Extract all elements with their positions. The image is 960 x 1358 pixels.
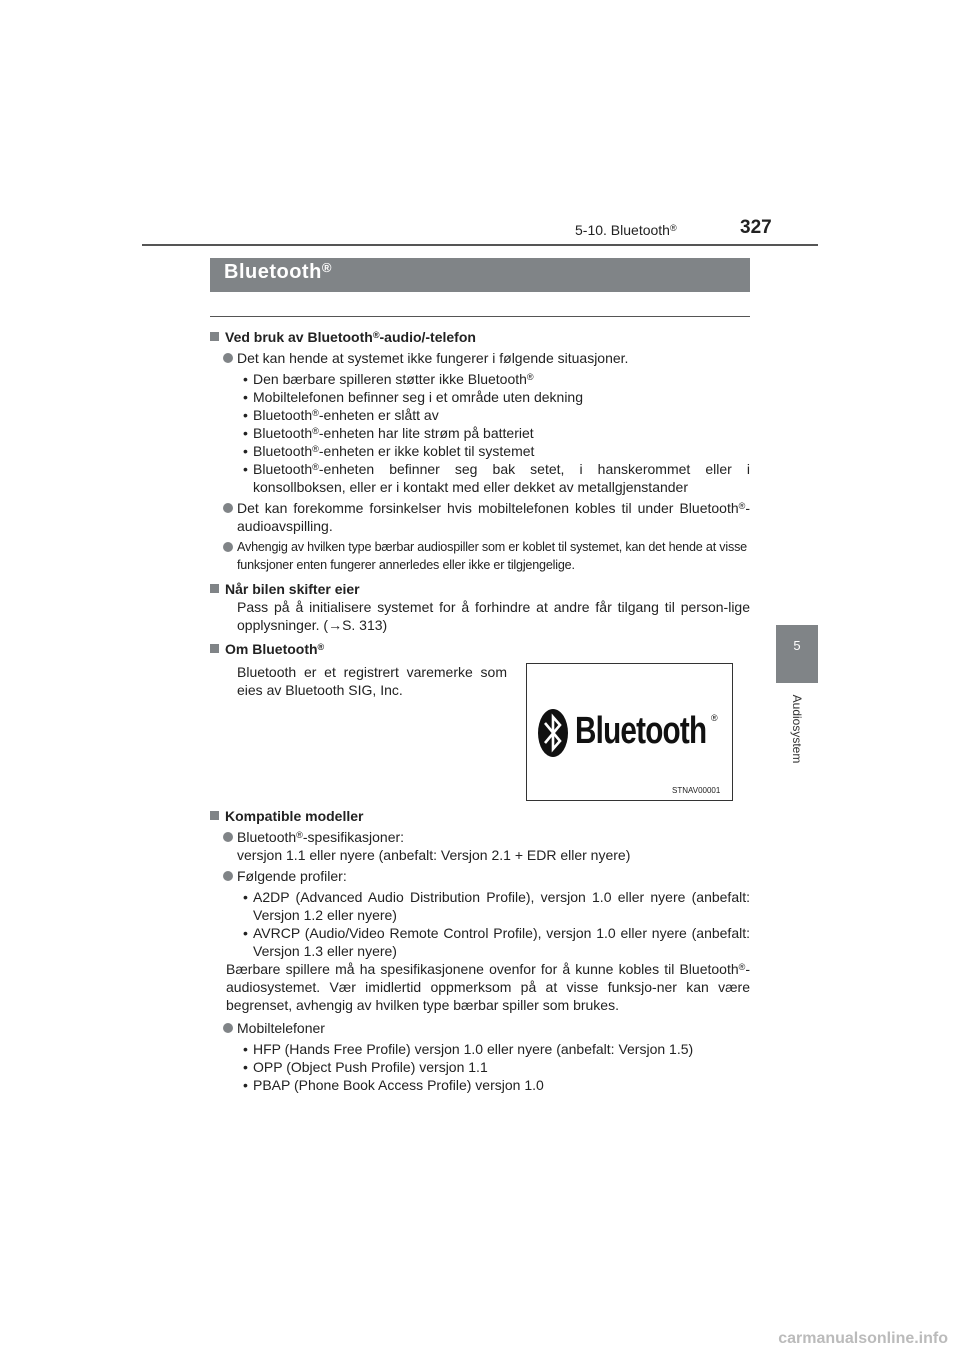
chapter-tab [776,625,818,683]
sub-item: • HFP (Hands Free Profile) versjon 1.0 eller nyere (anbefalt: Versjon 1.5) [243,1041,694,1057]
square-bullet-icon [210,332,219,341]
circle-bullet-icon [223,871,233,881]
watermark: carmanualsonline.info [778,1330,948,1347]
sub-item: • Bluetooth®-enheten befinner seg bak setet, i hanskerommet eller i konsollboksen, eller er i kontakt med eller dekket av metallgjenstander [243,461,750,495]
bluetooth-icon [537,708,569,758]
registered-mark: ® [711,713,718,723]
sub-item: • A2DP (Advanced Audio Distribution Profile), versjon 1.0 eller nyere (anbefalt: Versjon 1.2 eller nyere) [243,889,750,923]
paragraph: Pass på å initialisere systemet for å forhindre at andre får tilgang til person-lige opplysninger. (→S. 313) [237,599,750,633]
sub-item: • PBAP (Phone Book Access Profile) versjon 1.0 [243,1077,544,1093]
heading-about: Om Bluetooth® [210,640,750,658]
chapter-label: Audiosystem [790,694,804,764]
figure-code: STNAV00001 [672,786,721,795]
note-paragraph: Bærbare spillere må ha spesifikasjonene ovenfor for å kunne kobles til Bluetooth®-audiosystemet. Vær imidlertid oppmerksom på at visse funksjo-ner kan være begrenset, avhengig av hvilken type bærbar spiller som brukes. [226,961,750,1013]
square-bullet-icon [210,644,219,653]
circle-bullet-icon [223,832,233,842]
sub-list [210,1040,750,1094]
list-item: Det kan hende at systemet ikke fungerer i følgende situasjoner. [210,349,750,367]
paragraph: Bluetooth er et registrert varemerke som eies av Bluetooth SIG, Inc. [237,664,507,698]
square-bullet-icon [210,811,219,820]
list-item: Følgende profiler: [210,867,750,885]
circle-bullet-icon [223,353,233,363]
sub-item: • Bluetooth®-enheten har lite strøm på batteriet [243,425,534,441]
sub-item: • AVRCP (Audio/Video Remote Control Profile), versjon 1.0 eller nyere (anbefalt: Versjon 1.3 eller nyere) [243,925,750,959]
list-item: Det kan forekomme forsinkelser hvis mobiltelefonen kobles til under Bluetooth®-audioavspilling. [210,499,750,535]
list-item: Avhengig av hvilken type bærbar audiospiller som er koblet til systemet, kan det hende at visse funksjoner enten fungerer annerledes eller ikke er tilgjengelige. [210,538,750,574]
heading-compatible: Kompatible modeller [210,807,750,825]
sub-item: • Bluetooth®-enheten er slått av [243,407,439,423]
square-bullet-icon [210,584,219,593]
running-header: 5-10. Bluetooth® [575,222,677,238]
bluetooth-wordmark: Bluetooth [575,710,707,752]
section-title: Bluetooth® [224,260,332,283]
sub-list [210,888,750,960]
sub-list [210,370,750,496]
list-item: Mobiltelefoner [210,1019,750,1037]
circle-bullet-icon [223,1023,233,1033]
circle-bullet-icon [223,503,233,513]
heading-new-owner: Når bilen skifter eier [210,580,750,598]
circle-bullet-icon [223,542,233,552]
arrow-icon: → [328,617,343,633]
divider [210,316,750,317]
sub-item: • Den bærbare spilleren støtter ikke Bluetooth® [243,371,534,387]
header-rule [142,244,818,246]
sub-item: • OPP (Object Push Profile) versjon 1.1 [243,1059,488,1075]
sub-item: • Bluetooth®-enheten er ikke koblet til systemet [243,443,535,459]
page-number: 327 [740,217,772,238]
heading-usage: Ved bruk av Bluetooth®-audio/-telefon [210,328,750,346]
chapter-number: 5 [793,638,801,653]
sub-item: • Mobiltelefonen befinner seg i et område uten dekning [243,389,583,405]
list-item: Bluetooth®-spesifikasjoner: versjon 1.1 eller nyere (anbefalt: Versjon 2.1 + EDR eller nyere) [210,828,750,864]
